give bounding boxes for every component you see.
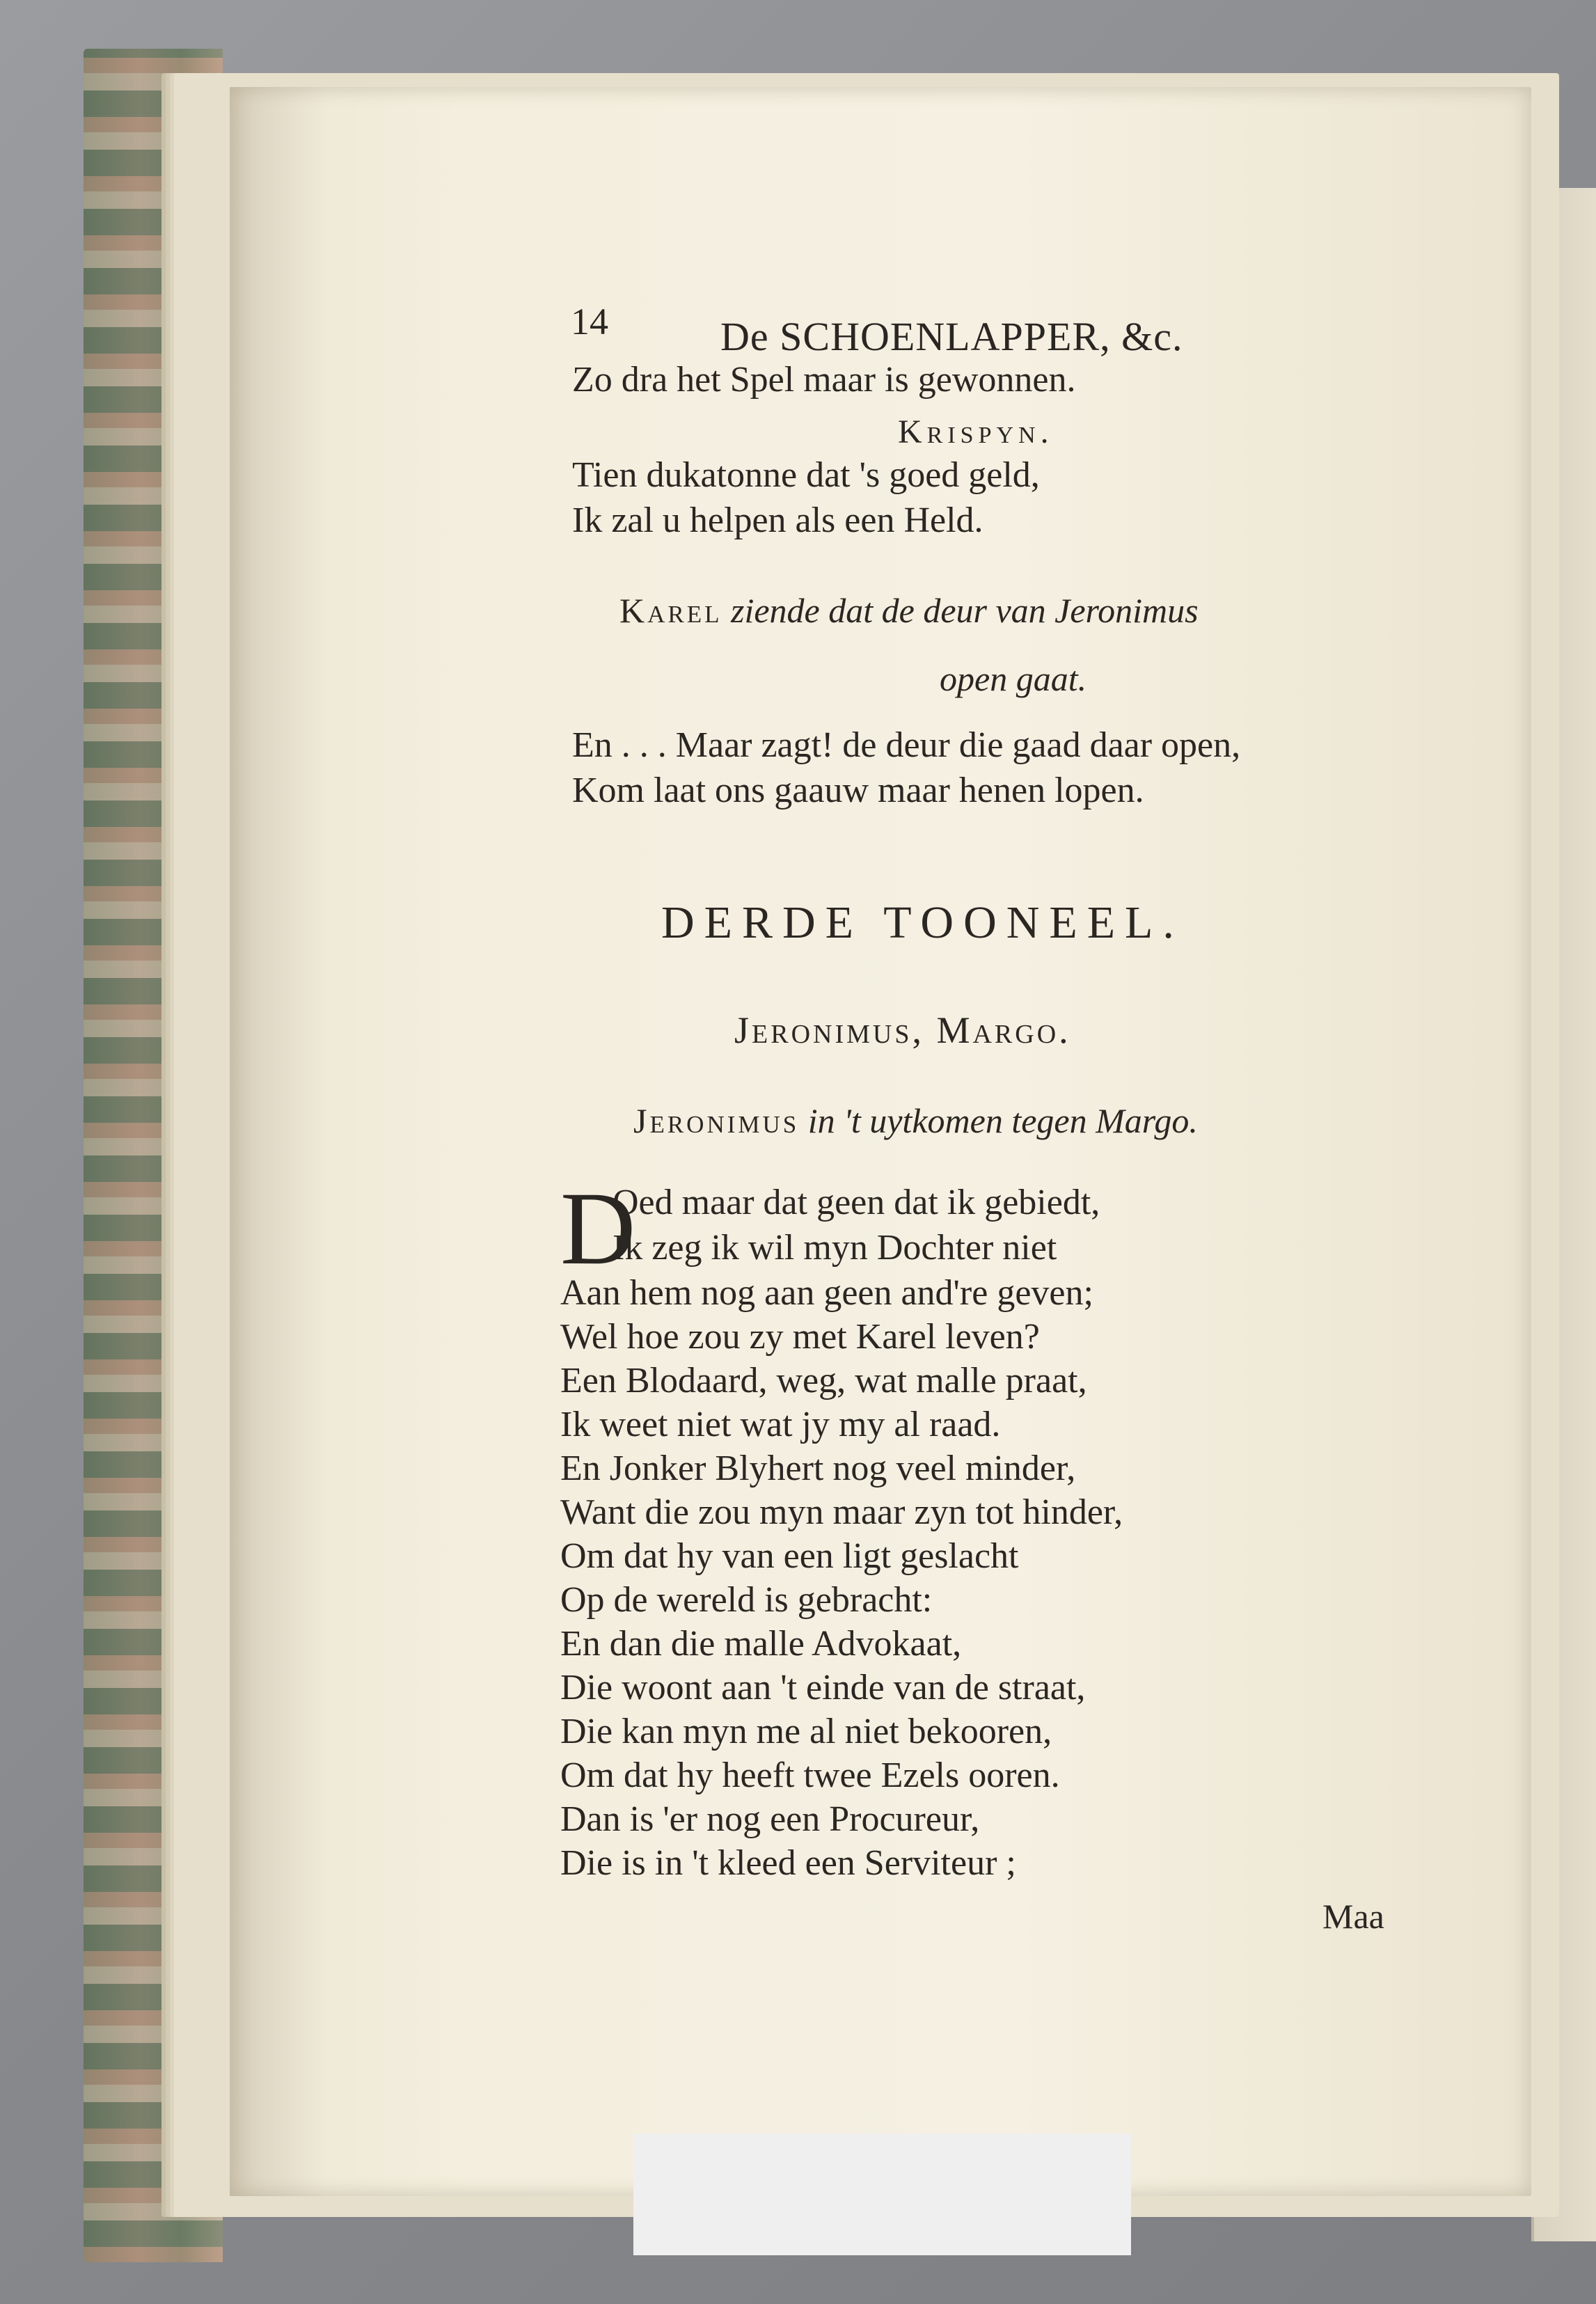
verse-line: Die kan myn me al niet bekooren,: [560, 1712, 1052, 1751]
drop-capital: D: [560, 1171, 636, 1286]
verse-line: Om dat hy heeft twee Ezels ooren.: [560, 1755, 1060, 1795]
verse-line: Die is in 't kleed een Serviteur ;: [560, 1843, 1016, 1883]
verse-line: En Jonker Blyhert nog veel minder,: [560, 1449, 1076, 1488]
stage-direction: [633, 1103, 1198, 1138]
stage-direction-text: ziende dat de deur van Jeronimus: [731, 591, 1199, 630]
page-number: 14: [571, 301, 608, 342]
verse-line: Tien dukatonne dat 's goed geld,: [572, 455, 1040, 495]
verse-line: Oed maar dat geen dat ik gebiedt,: [613, 1183, 1100, 1222]
character-list: Jeronimus, Margo.: [734, 1009, 1071, 1051]
verse-line: Zo dra het Spel maar is gewonnen.: [572, 360, 1076, 400]
verse-line: Om dat hy van een ligt geslacht: [560, 1536, 1019, 1576]
scene-heading: DERDE TOONEEL.: [661, 897, 1184, 948]
catchword: Maa: [1322, 1897, 1384, 1936]
verse-line: Kom laat ons gaauw maar henen lopen.: [572, 771, 1144, 810]
verse-line: En dan die malle Advokaat,: [560, 1624, 962, 1664]
stage-direction-text: in 't uytkomen tegen Margo.: [807, 1101, 1198, 1140]
verse-line: Wel hoe zou zy met Karel leven?: [560, 1317, 1040, 1357]
stage-direction-name: Karel: [619, 591, 722, 630]
redaction-label: [633, 2133, 1131, 2255]
stage-direction: [619, 593, 1199, 628]
verse-line: Dan is 'er nog een Procureur,: [560, 1799, 980, 1839]
verse-line: Ik weet niet wat jy my al raad.: [560, 1405, 1001, 1444]
verse-line: Op de wereld is gebracht:: [560, 1580, 933, 1620]
verse-line: Aan hem nog aan geen and're geven;: [560, 1273, 1093, 1313]
verse-line: Want die zou myn maar zyn tot hinder,: [560, 1492, 1123, 1532]
gutter-shadow: [230, 87, 327, 2196]
verse-line: Een Blodaard, weg, wat malle praat,: [560, 1361, 1087, 1400]
speaker-name: Krispyn.: [898, 413, 1054, 450]
stage-direction-name: Jeronimus: [633, 1101, 800, 1140]
verse-line: Die woont aan 't einde van de straat,: [560, 1668, 1086, 1707]
stage-direction-text: open gaat.: [940, 659, 1087, 698]
verse-line: En . . . Maar zagt! de deur die gaad daar open,: [572, 725, 1241, 765]
verse-line: Ik zal u helpen als een Held.: [572, 500, 983, 540]
running-title: De SCHOENLAPPER, &c.: [720, 314, 1183, 359]
verse-line: Ik zeg ik wil myn Dochter niet: [613, 1228, 1057, 1268]
